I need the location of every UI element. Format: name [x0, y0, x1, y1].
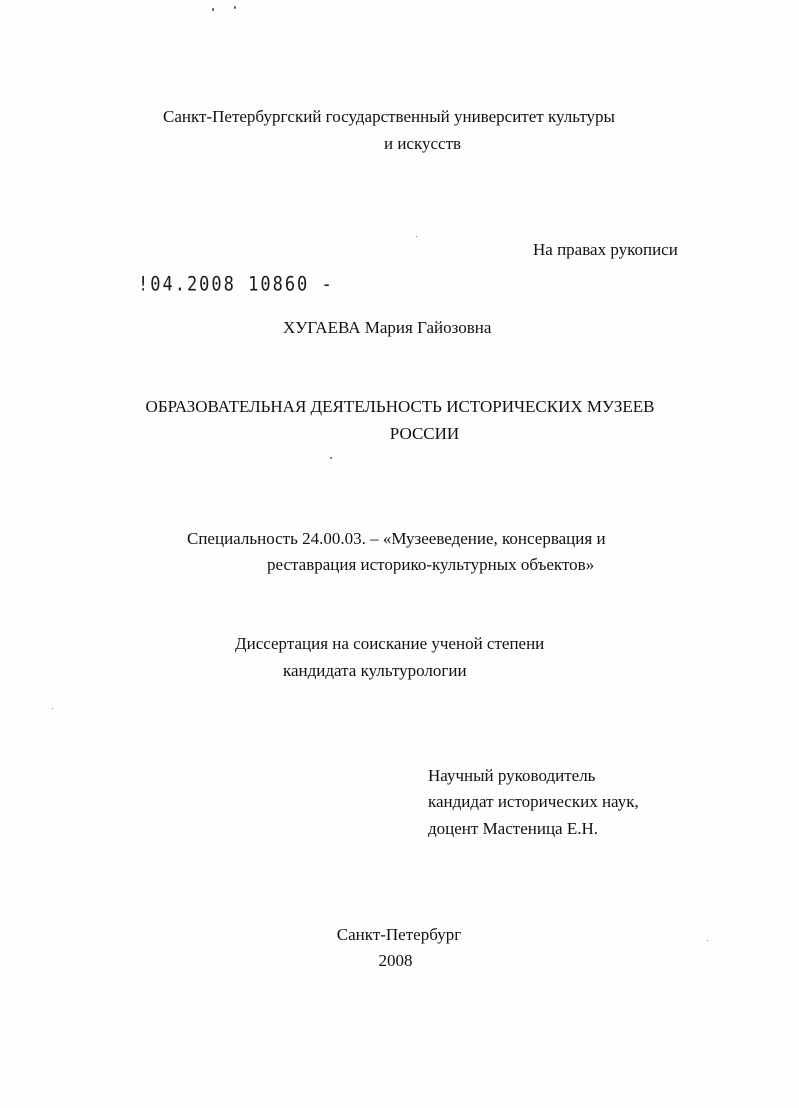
- year: 2008: [378, 951, 413, 970]
- scan-artifact: [212, 8, 214, 11]
- supervisor-line-1: Научный руководитель: [428, 766, 596, 785]
- supervisor-line-2: кандидат исторических наук,: [428, 792, 639, 811]
- city: Санкт-Петербург: [336, 925, 462, 944]
- rights-note: На правах рукописи: [533, 240, 678, 259]
- specialty-line-1: Специальность 24.00.03. – «Музееведение, консервация и: [187, 529, 606, 548]
- scan-artifact: [416, 236, 417, 237]
- dissertation-title-line-2: РОССИИ: [389, 424, 460, 443]
- dissertation-title-line-1: ОБРАЗОВАТЕЛЬНАЯ ДЕЯТЕЛЬНОСТЬ ИСТОРИЧЕСКИХ МУЗЕЕВ: [145, 397, 655, 416]
- institution-line-1: Санкт-Петербургский государственный университет культуры: [163, 107, 615, 126]
- scan-artifact: [234, 6, 236, 9]
- degree-line-1: Диссертация на соискание ученой степени: [235, 634, 545, 653]
- specialty-line-2: реставрация историко-культурных объектов»: [267, 555, 595, 574]
- supervisor-line-3: доцент Мастеница Е.Н.: [428, 819, 598, 838]
- degree-line-2: кандидата культурологии: [283, 661, 467, 680]
- scan-artifact: [52, 708, 53, 709]
- scan-artifact: [330, 457, 332, 459]
- library-stamp: !04.2008 10860 -: [138, 273, 334, 296]
- author-name: ХУГАЕВА Мария Гайозовна: [283, 318, 492, 337]
- institution-line-2: и искусств: [383, 134, 462, 153]
